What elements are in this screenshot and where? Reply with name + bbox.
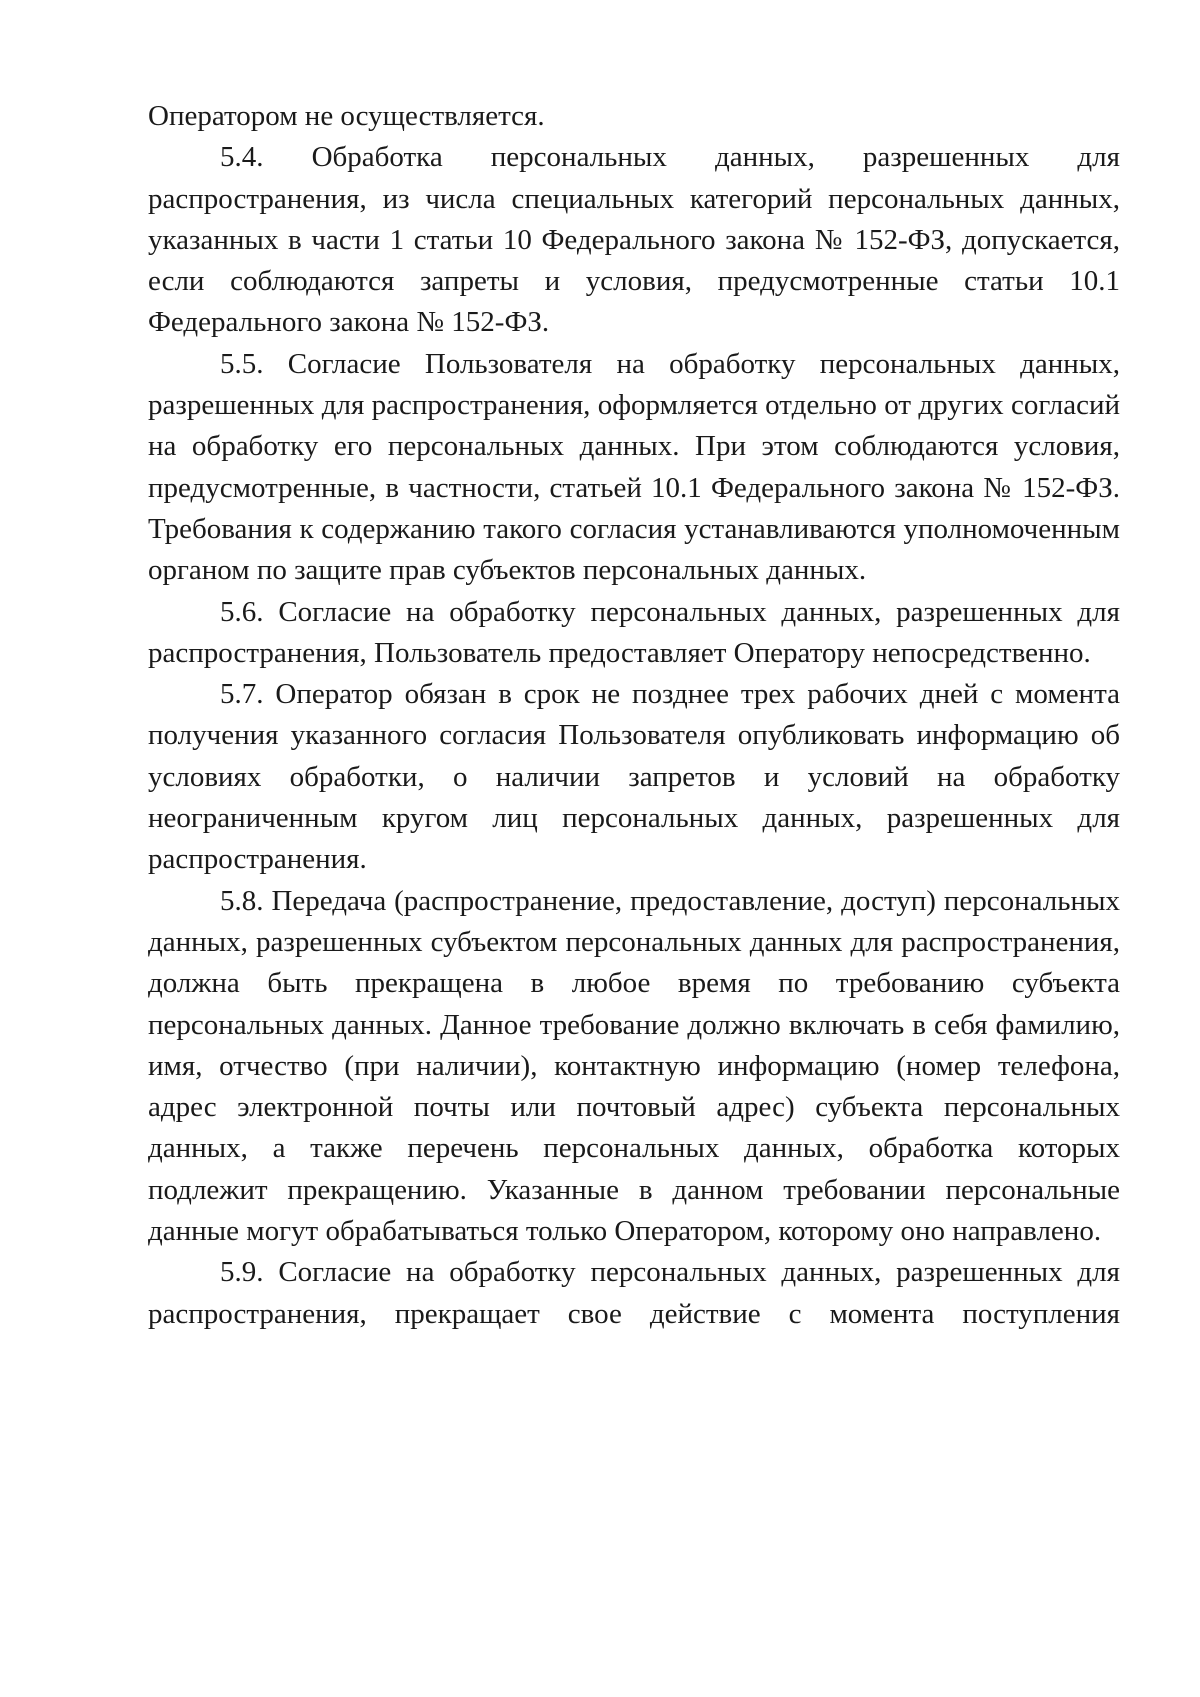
paragraph-5-9: 5.9. Согласие на обработку персональных данных, разрешенных для распространения, прекращает свое действие с момента поступления <box>148 1256 1120 1330</box>
paragraph-5-4: 5.4. Обработка персональных данных, разрешенных для распространения, из числа специальных категорий персональных данных, указанных в части 1 статьи 10 Федерального закона № 152-ФЗ, допускается, если соблюдаются запреты и условия, предусмотренные статьи 10.1 Федерального закона № 152-ФЗ. <box>148 141 1120 339</box>
continuation-line: Оператором не осуществляется. <box>148 100 545 132</box>
paragraph-5-5: 5.5. Согласие Пользователя на обработку персональных данных, разрешенных для распространения, оформляется отдельно от других согласий на обработку его персональных данных. При этом соблюдаются условия, предусмотренные, в частности, статьей 10.1 Федерального закона № 152-ФЗ. Требования к содержанию такого согласия устанавливаются уполномоченным органом по защите прав субъектов персональных данных. <box>148 347 1120 587</box>
paragraph-5-8: 5.8. Передача (распространение, предоставление, доступ) персональных данных, разрешенных субъектом персональных данных для распространения, должна быть прекращена в любое время по требованию субъекта персональных данных. Данное требование должно включать в себя фамилию, имя, отчество (при наличии), контактную информацию (номер телефона, адрес электронной почты или почтовый адрес) субъекта персональных данных, а также перечень персональных данных, обработка которых подлежит прекращению. Указанные в данном требовании персональные данные могут обрабатываться только Оператором, которому оно направлено. <box>148 884 1120 1248</box>
paragraph-5-6: 5.6. Согласие на обработку персональных данных, разрешенных для распространения, Пользователь предоставляет Оператору непосредственно. <box>148 595 1120 669</box>
paragraph-5-7: 5.7. Оператор обязан в срок не позднее трех рабочих дней с момента получения указанного согласия Пользователя опубликовать информацию об условиях обработки, о наличии запретов и условий на обработку неограниченным кругом лиц персональных данных, разрешенных для распространения. <box>148 678 1120 876</box>
document-body <box>148 96 1120 1335</box>
